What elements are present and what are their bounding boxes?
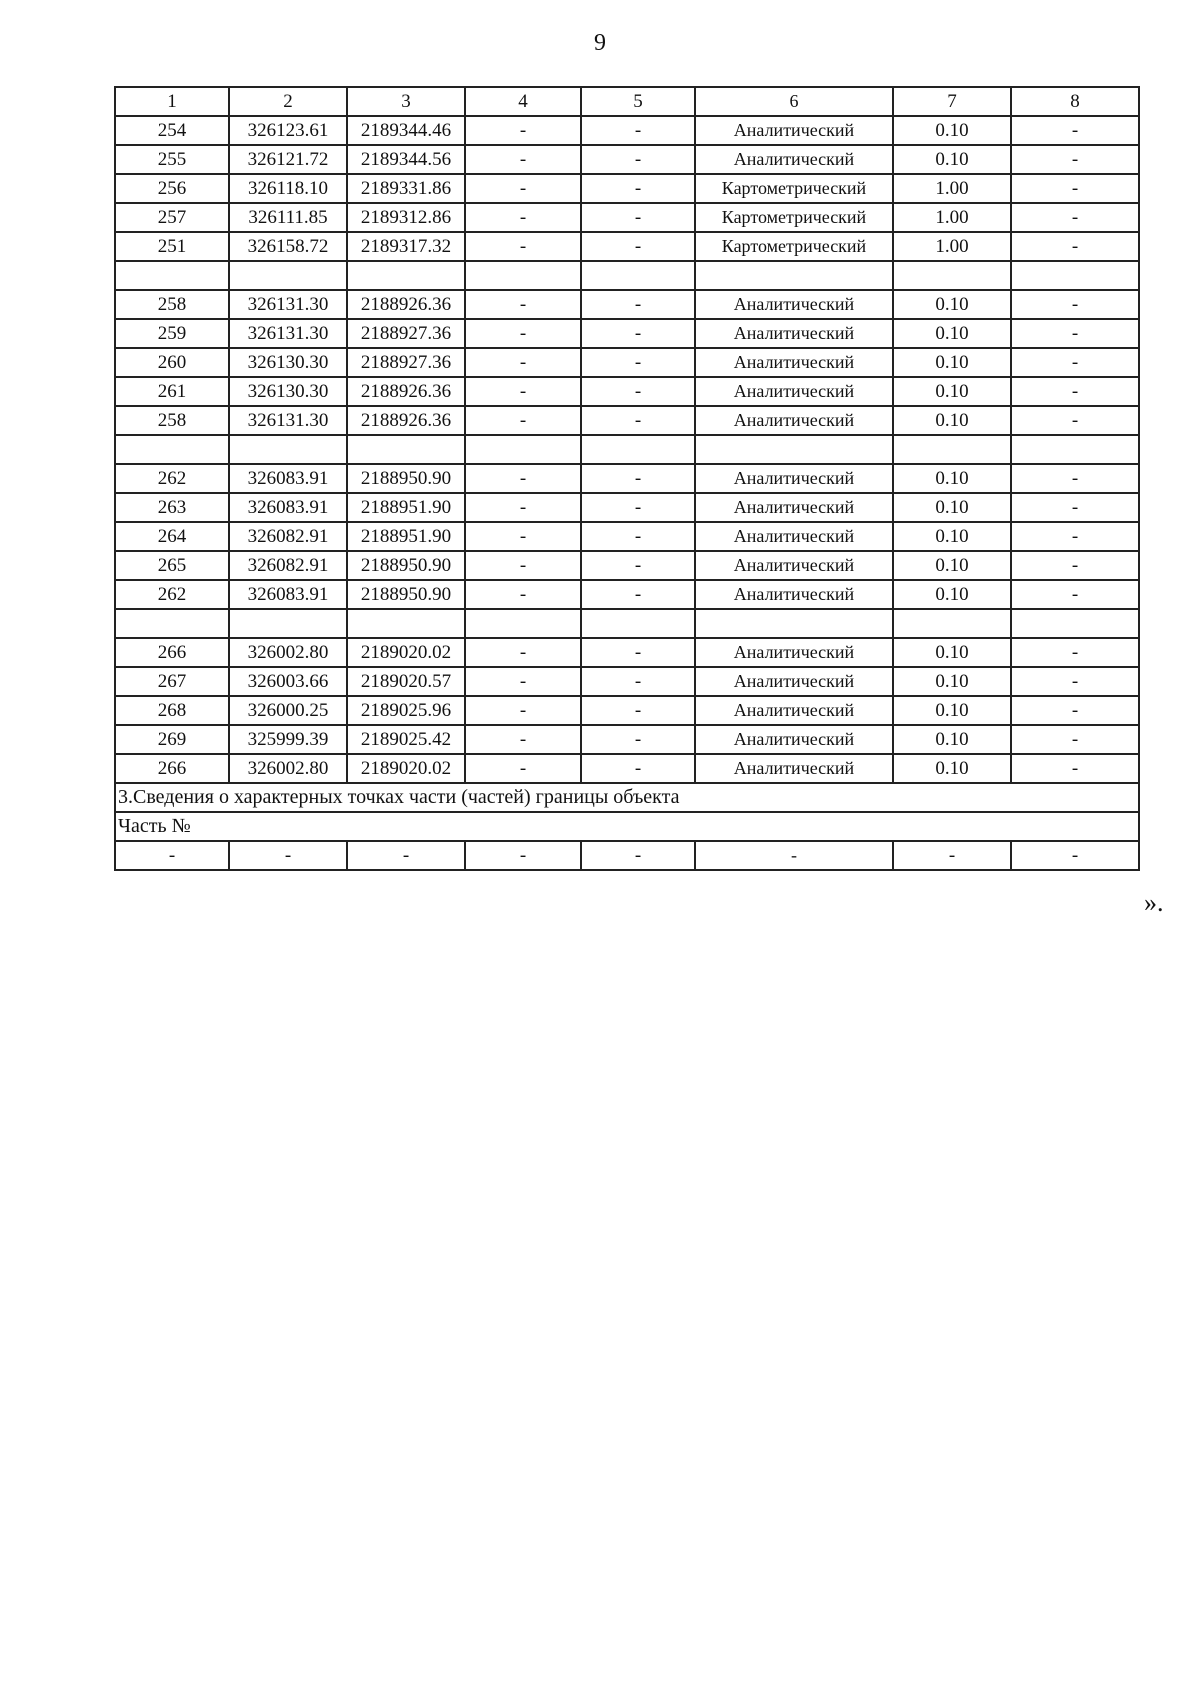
table-cell-col-1: 266 [115,638,229,667]
table-cell-col-3: 2188926.36 [347,377,465,406]
table-cell-col-6 [695,609,893,638]
table-cell-col-3: 2189020.57 [347,667,465,696]
table-cell-col-3: 2188950.90 [347,551,465,580]
table-cell-col-2: 326002.80 [229,754,347,783]
table-cell-col-4: - [465,580,581,609]
table-row [115,464,1139,493]
table-cell-col-8: 8 [1011,87,1139,116]
table-cell-col-5 [581,261,695,290]
table-cell-col-6: Картометрический [695,174,893,203]
table-cell-col-8: - [1011,638,1139,667]
table-cell-col-4: - [465,319,581,348]
table-cell-col-8: - [1011,174,1139,203]
table-cell-col-7: 0.10 [893,754,1011,783]
table-cell-col-4: - [465,841,581,870]
table-cell-col-8 [1011,261,1139,290]
table-cell-col-5: - [581,841,695,870]
table-cell-col-1: 258 [115,406,229,435]
table-cell-col-8: - [1011,667,1139,696]
table-cell-col-7: 0.10 [893,580,1011,609]
table-cell-col-5: - [581,203,695,232]
table-cell-col-7: 0.10 [893,551,1011,580]
table-cell-col-7 [893,609,1011,638]
table-cell-col-2: 326131.30 [229,290,347,319]
table-cell-col-1: 251 [115,232,229,261]
table-separator-row [115,261,1139,290]
table-cell-col-4: - [465,377,581,406]
table-cell-col-6: Аналитический [695,319,893,348]
table-cell-col-5: - [581,667,695,696]
table-cell-col-3: 2188926.36 [347,406,465,435]
table-row [115,551,1139,580]
table-cell-col-2: 326003.66 [229,667,347,696]
table-cell-col-3: 2189344.46 [347,116,465,145]
table-cell-col-8: - [1011,290,1139,319]
table-cell-col-8 [1011,435,1139,464]
table-cell-col-7: 0.10 [893,348,1011,377]
table-row [115,232,1139,261]
table-cell-col-4: - [465,116,581,145]
table-cell-col-3: 2189025.96 [347,696,465,725]
table-cell-col-2: - [229,841,347,870]
table-cell-col-6: Аналитический [695,493,893,522]
table-cell-col-3: 2189020.02 [347,638,465,667]
table-cell-col-1: 1 [115,87,229,116]
table-cell-col-7: 0.10 [893,145,1011,174]
table-cell-col-8: - [1011,754,1139,783]
table-cell-col-8: - [1011,493,1139,522]
table-cell-col-7: 1.00 [893,203,1011,232]
table-cell-col-8: - [1011,696,1139,725]
table-cell-col-3: 2189331.86 [347,174,465,203]
table-cell-col-7: 0.10 [893,406,1011,435]
table-cell-col-7: 0.10 [893,522,1011,551]
table-cell-col-2: 326158.72 [229,232,347,261]
table-cell-col-1: 261 [115,377,229,406]
table-cell-col-7: 0.10 [893,464,1011,493]
table-cell-col-8: - [1011,116,1139,145]
table-cell-col-4: - [465,493,581,522]
table-cell-col-3: 2189344.56 [347,145,465,174]
table-cell-col-2: 326130.30 [229,377,347,406]
table-cell-col-2: 326083.91 [229,464,347,493]
part-number-label: Часть № [115,812,1139,841]
table-cell-col-5: - [581,493,695,522]
table-cell-col-6: Аналитический [695,290,893,319]
table-cell-col-6: Аналитический [695,696,893,725]
table-cell-col-5: - [581,696,695,725]
table-cell-col-3 [347,435,465,464]
table-cell-col-3: 2189025.42 [347,725,465,754]
table-cell-col-1: 268 [115,696,229,725]
table-row [115,580,1139,609]
table-row [115,290,1139,319]
table-cell-col-7: 0.10 [893,725,1011,754]
table-cell-col-2: 326118.10 [229,174,347,203]
table-cell-col-6: Аналитический [695,116,893,145]
table-cell-col-7: 0.10 [893,319,1011,348]
table-cell-col-8: - [1011,319,1139,348]
table-body [115,87,1139,870]
table-row [115,116,1139,145]
table-row [115,522,1139,551]
table-cell-col-8: - [1011,406,1139,435]
table-cell-col-5 [581,609,695,638]
table-cell-col-2 [229,435,347,464]
table-header-row [115,87,1139,116]
table-cell-col-3 [347,609,465,638]
page-number: 9 [594,30,606,56]
table-cell-col-1: 262 [115,464,229,493]
table-cell-col-7: 0.10 [893,377,1011,406]
table-cell-col-4 [465,435,581,464]
table-cell-col-5: - [581,319,695,348]
table-cell-col-2: 326131.30 [229,406,347,435]
table-cell-col-6: Аналитический [695,754,893,783]
table-cell-col-2: 326083.91 [229,493,347,522]
table-cell-col-5: - [581,232,695,261]
table-cell-col-7: 0.10 [893,493,1011,522]
table-cell-col-6: Аналитический [695,464,893,493]
table-cell-col-8: - [1011,725,1139,754]
table-cell-col-6: Аналитический [695,348,893,377]
table-cell-col-4: - [465,696,581,725]
table-cell-col-6: Аналитический [695,522,893,551]
table-cell-col-8: - [1011,464,1139,493]
table-cell-col-3: 2188950.90 [347,580,465,609]
table-cell-col-8: - [1011,232,1139,261]
table-row [115,145,1139,174]
table-cell-col-3: 2188951.90 [347,493,465,522]
table-cell-col-7: 0.10 [893,638,1011,667]
table-cell-col-2: 326130.30 [229,348,347,377]
table-cell-col-7: 0.10 [893,696,1011,725]
table-cell-col-4: - [465,667,581,696]
table-cell-col-6: Аналитический [695,667,893,696]
table-cell-col-2: 326082.91 [229,522,347,551]
table-cell-col-6: Аналитический [695,145,893,174]
table-cell-col-8: - [1011,580,1139,609]
table-cell-col-8: - [1011,145,1139,174]
table-cell-col-5 [581,435,695,464]
table-cell-col-1: 254 [115,116,229,145]
table-cell-col-3 [347,261,465,290]
table-cell-col-7: 7 [893,87,1011,116]
table-cell-col-6 [695,261,893,290]
table-cell-col-3: 3 [347,87,465,116]
table-cell-col-6: Картометрический [695,203,893,232]
table-cell-col-3: 2188927.36 [347,348,465,377]
table-row [115,638,1139,667]
table-cell-col-2: 326083.91 [229,580,347,609]
table-cell-col-6: Аналитический [695,406,893,435]
table-cell-col-5: - [581,580,695,609]
table-cell-col-5: - [581,754,695,783]
table-separator-row [115,609,1139,638]
table-cell-col-4: - [465,464,581,493]
table-cell-col-5: - [581,116,695,145]
table-cell-col-6: Аналитический [695,551,893,580]
table-cell-col-1 [115,609,229,638]
table-cell-col-3: 2189020.02 [347,754,465,783]
table-cell-col-8 [1011,609,1139,638]
table-cell-col-1: 266 [115,754,229,783]
table-row [115,493,1139,522]
table-cell-col-5: - [581,348,695,377]
table-cell-col-4: - [465,522,581,551]
table-cell-col-2 [229,261,347,290]
section-3-title: 3.Сведения о характерных точках части (частей) границы объекта [115,783,1139,812]
table-row [115,696,1139,725]
table-cell-col-8: - [1011,522,1139,551]
table-cell-col-3: 2188926.36 [347,290,465,319]
table-cell-col-4: - [465,406,581,435]
table-cell-col-2: 326121.72 [229,145,347,174]
table-cell-col-2: 326111.85 [229,203,347,232]
table-cell-col-1: 263 [115,493,229,522]
table-cell-col-5: - [581,406,695,435]
table-cell-col-4: - [465,551,581,580]
table-cell-col-2 [229,609,347,638]
table-cell-col-6: Картометрический [695,232,893,261]
table-cell-col-4: - [465,174,581,203]
table-cell-col-4 [465,261,581,290]
table-cell-col-2: 2 [229,87,347,116]
table-cell-col-8: - [1011,377,1139,406]
table-cell-col-1: 257 [115,203,229,232]
table-cell-col-1: 264 [115,522,229,551]
table-cell-col-3: - [347,841,465,870]
table-cell-col-7 [893,261,1011,290]
table-cell-col-2: 326123.61 [229,116,347,145]
table-cell-col-4: 4 [465,87,581,116]
table-cell-col-6: 6 [695,87,893,116]
table-row [115,667,1139,696]
table-cell-col-7: 0.10 [893,116,1011,145]
coordinates-table [114,86,1140,871]
table-cell-col-1 [115,435,229,464]
table-cell-col-1: 255 [115,145,229,174]
section-3-dash-row [115,841,1139,870]
table-cell-col-1: 265 [115,551,229,580]
table-cell-col-1: 267 [115,667,229,696]
table-cell-col-3: 2188950.90 [347,464,465,493]
table-cell-col-2: 326002.80 [229,638,347,667]
table-row [115,754,1139,783]
table-cell-col-4: - [465,145,581,174]
table-cell-col-4: - [465,348,581,377]
table-cell-col-5: - [581,290,695,319]
table-cell-col-5: - [581,522,695,551]
table-cell-col-5: - [581,725,695,754]
table-cell-col-7: - [893,841,1011,870]
table-cell-col-1 [115,261,229,290]
table-cell-col-8: - [1011,551,1139,580]
table-cell-col-4: - [465,638,581,667]
table-cell-col-7 [893,435,1011,464]
table-cell-col-1: 262 [115,580,229,609]
table-cell-col-4: - [465,754,581,783]
table-cell-col-6: Аналитический [695,638,893,667]
table-cell-col-3: 2188927.36 [347,319,465,348]
table-cell-col-2: 326131.30 [229,319,347,348]
table-cell-col-1: 260 [115,348,229,377]
table-row [115,725,1139,754]
table-cell-col-1: 259 [115,319,229,348]
table-cell-col-4 [465,609,581,638]
table-cell-col-6: Аналитический [695,580,893,609]
table-row [115,174,1139,203]
table-cell-col-7: 0.10 [893,290,1011,319]
table-cell-col-5: 5 [581,87,695,116]
part-label-row [115,812,1139,841]
table-cell-col-4: - [465,203,581,232]
table-row [115,406,1139,435]
table-cell-col-5: - [581,464,695,493]
table-cell-col-2: 326082.91 [229,551,347,580]
table-cell-col-3: 2189312.86 [347,203,465,232]
table-row [115,203,1139,232]
table-separator-row [115,435,1139,464]
table-cell-col-7: 0.10 [893,667,1011,696]
table-cell-col-6: Аналитический [695,725,893,754]
table-cell-col-5: - [581,174,695,203]
table-cell-col-4: - [465,725,581,754]
table-cell-col-8: - [1011,348,1139,377]
table-cell-col-3: 2188951.90 [347,522,465,551]
table-cell-col-4: - [465,232,581,261]
table-cell-col-2: 325999.39 [229,725,347,754]
table-cell-col-5: - [581,638,695,667]
closing-quote: ». [1144,888,1164,917]
table-cell-col-1: 258 [115,290,229,319]
table-cell-col-8: - [1011,841,1139,870]
table-cell-col-1: 269 [115,725,229,754]
table-cell-col-3: 2189317.32 [347,232,465,261]
table-row [115,377,1139,406]
table-cell-col-6: - [695,841,893,870]
table-cell-col-8: - [1011,203,1139,232]
table-cell-col-5: - [581,551,695,580]
table-cell-col-4: - [465,290,581,319]
table-cell-col-7: 1.00 [893,232,1011,261]
table-cell-col-1: - [115,841,229,870]
table-cell-col-1: 256 [115,174,229,203]
table-cell-col-2: 326000.25 [229,696,347,725]
table-cell-col-5: - [581,377,695,406]
section-3-title-row [115,783,1139,812]
table-cell-col-5: - [581,145,695,174]
table-cell-col-6: Аналитический [695,377,893,406]
table-row [115,319,1139,348]
table-row [115,348,1139,377]
table-cell-col-7: 1.00 [893,174,1011,203]
table-cell-col-6 [695,435,893,464]
